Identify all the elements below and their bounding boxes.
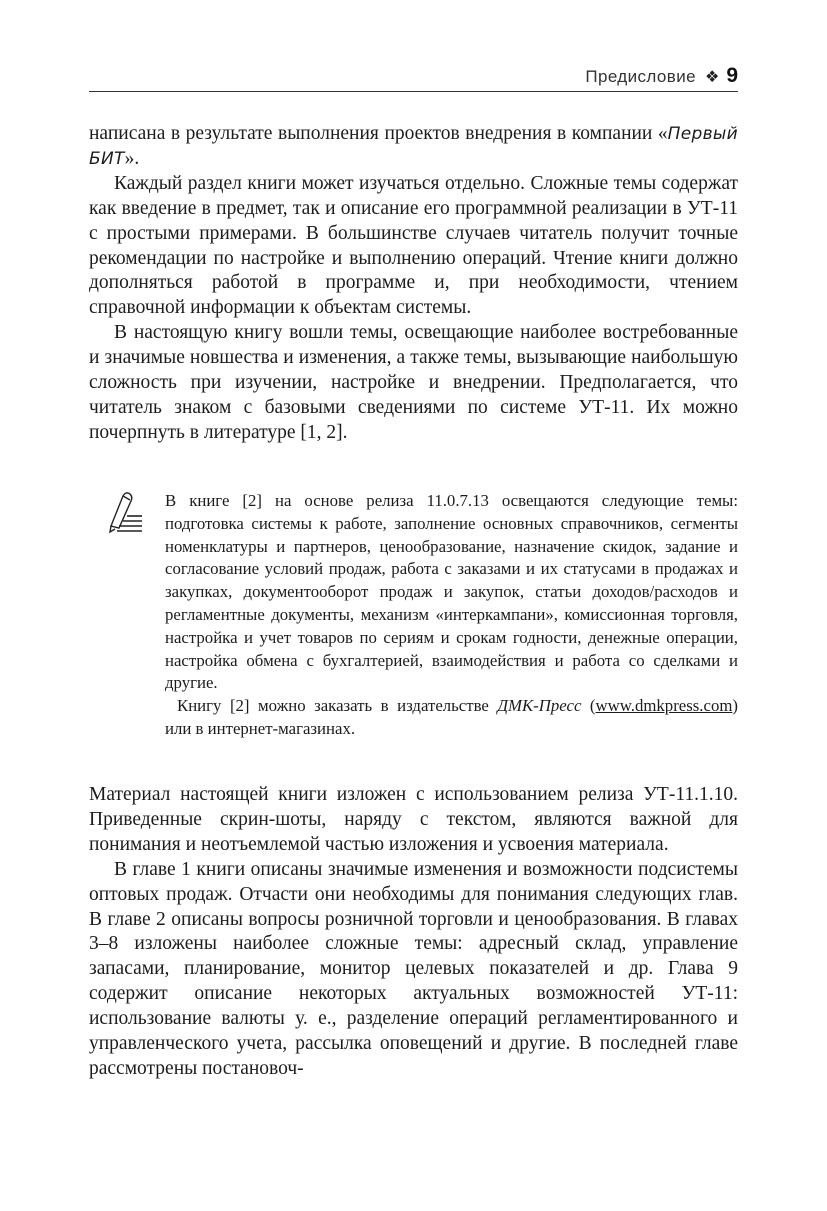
body-text-top: [89, 122, 738, 446]
note-text: [165, 490, 738, 741]
note-paragraph-2: [165, 695, 738, 741]
note-paragraph-2-start: Книгу [2] можно заказать в издательстве: [177, 696, 498, 716]
diamond-separator-icon: ❖: [704, 69, 720, 86]
paragraph-5: В главе 1 книги описаны значимые изменения и возможности подсистемы оптовых продаж. Отчасти они необходимы для понимания следующих глав. В главе 2 описаны вопросы розничной торговли и ценообразования. В главах 3–8 изложены наиболее сложные темы: адресный склад, управление запасами, планирование, монитор целевых показателей и др. Глава 9 содержит описание некоторых актуальных возможностей УТ-11: использование валюты у. е., разделение операций регламентированного и управленческого учета, рассылка оповещений и другие. В последней главе рассмотрены постановоч-: [89, 858, 738, 1079]
paragraph-3: В настоящую книгу вошли темы, освещающие наиболее востребованные и значимые новшества и изменения, а также темы, вызывающие наибольшую сложность при изучении, настройке и внедрении. Предполагается, что читатель знаком с базовыми сведениями по системе УТ-11. Их можно почерпнуть в литературе [1, 2].: [89, 322, 738, 443]
note-paragraph-1: В книге [2] на основе релиза 11.0.7.13 освещаются следующие темы: подготовка системы к работе, заполнение основных справочников, сегменты номенклатуры и партнеров, ценообразование, назначение скидок, задание и согласование условий продаж, работа с заказами и их статусами в продажах и закупках, документооборот продаж и закупок, статьи доходов/расходов и регламентные документы, механизм «интеркампани», комиссионная торговля, настройка и учет товаров по сериям и срокам годности, денежные операции, настройка обмена с бухгалтерией, взаимодействия и работа со сделками и другие.: [165, 491, 738, 693]
publisher-name: ДМК-Пресс: [497, 696, 582, 716]
note-paragraph-2-mid: (: [581, 696, 596, 716]
section-title: Предисловие: [585, 67, 696, 86]
paragraph-4: Материал настоящей книги изложен с использованием релиза УТ-11.1.10. Приведенные скрин-шоты, наряду с текстом, являются важной для понимания и неотъемлемой частью изложения и усвоения материала.: [89, 784, 738, 855]
publisher-link[interactable]: www.dmkpress.com: [595, 696, 733, 716]
paragraph-1-text: написана в результате выполнения проектов внедрения в компании «: [89, 123, 668, 144]
paragraph-1-end: ».: [124, 147, 140, 169]
company-name: Первый БИТ: [89, 124, 738, 169]
body-text-bottom: [89, 783, 738, 1082]
note-paragraph-2-end: ) или в интернет-магазинах.: [165, 696, 738, 738]
page-number: 9: [726, 64, 738, 87]
paragraph-1: [89, 122, 738, 172]
paragraph-2: Каждый раздел книги может изучаться отдельно. Сложные темы содержат как введение в предмет, так и описание его программной реализации в УТ-11 с простыми примерами. В большинстве случаев читатель получит точные рекомендации по настройке и выполнению операций. Чтение книги должно дополняться работой в программе и, при необходимости, чтением справочной информации к объектам системы.: [89, 172, 738, 319]
running-header: [89, 64, 738, 92]
header-right: [585, 64, 738, 88]
pencil-note-icon: [103, 490, 143, 534]
header-rule: [89, 91, 738, 92]
